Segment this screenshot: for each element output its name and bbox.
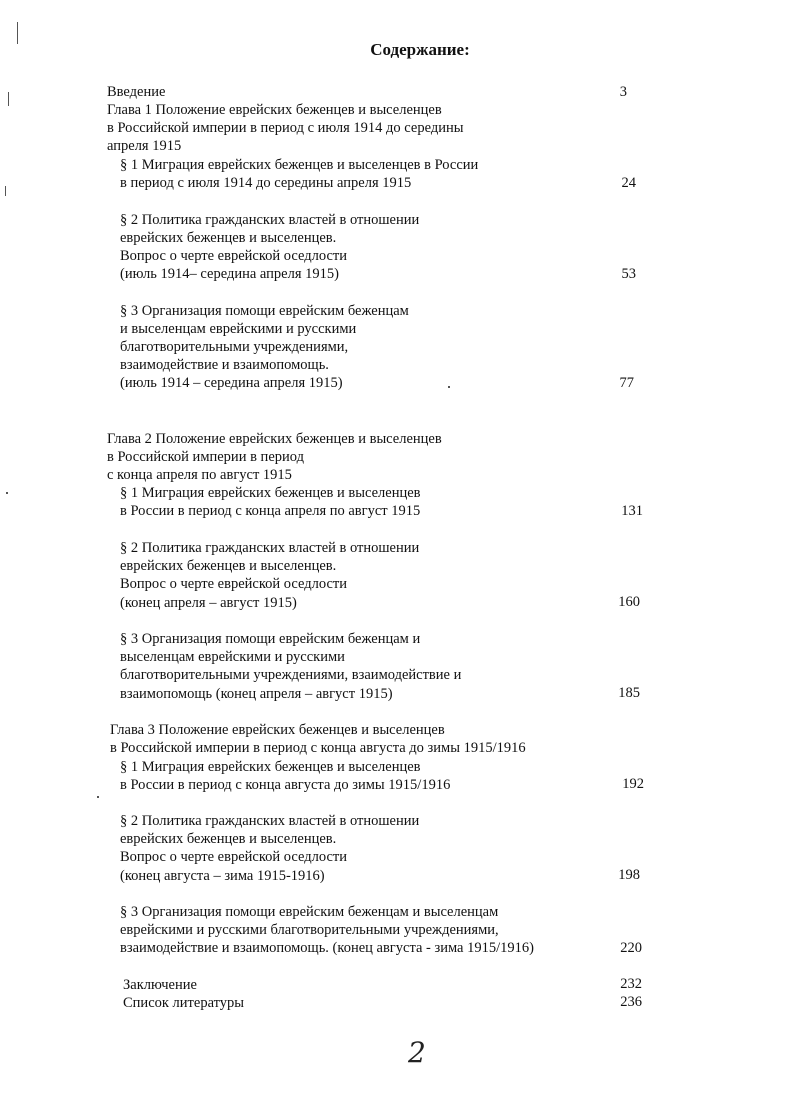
toc-conclusion-page: 232: [620, 976, 642, 992]
ch2-s2-line2: еврейских беженцев и выселенцев.: [120, 558, 337, 574]
chapter2-heading-line3: с конца апреля по август 1915: [107, 467, 292, 483]
ch1-s1-line1: § 1 Миграция еврейских беженцев и выселенцев в России: [120, 157, 479, 173]
ch2-s3-line3: благотворительными учреждениями, взаимодействие и: [120, 667, 462, 683]
ch3-s1-line1: § 1 Миграция еврейских беженцев и выселенцев: [120, 759, 421, 775]
scan-speck: [97, 796, 99, 798]
ch3-s3-page: 220: [620, 940, 642, 956]
handwritten-page-number: 2: [408, 1036, 426, 1069]
ch1-s3-line1: § 3 Организация помощи еврейским беженцам: [120, 303, 409, 319]
ch2-s1-line2: в России в период с конца апреля по август 1915: [120, 503, 421, 519]
chapter1-heading-line2: в Российской империи в период с июля 1914 до середины: [107, 120, 464, 136]
chapter1-heading-line3: апреля 1915: [107, 138, 182, 154]
ch1-s3-line3: благотворительными учреждениями,: [120, 339, 349, 355]
scan-speck: [17, 22, 18, 44]
ch3-s2-page: 198: [618, 867, 640, 883]
toc-bibliography-label: Список литературы: [123, 995, 245, 1011]
ch3-s1-page: 192: [622, 776, 644, 792]
ch1-s3-line5: (июль 1914 – середина апреля 1915): [120, 375, 343, 391]
ch1-s2-line4: (июль 1914– середина апреля 1915): [120, 266, 339, 282]
ch2-s3-line2: выселенцам еврейскими и русскими: [120, 649, 345, 665]
scan-speck: [6, 492, 8, 494]
chapter2-heading-line1: Глава 2 Положение еврейских беженцев и выселенцев: [107, 431, 442, 447]
ch1-s2-line1: § 2 Политика гражданских властей в отношении: [120, 212, 420, 228]
chapter2-heading-line2: в Российской империи в период: [107, 449, 304, 465]
ch3-s2-line3: Вопрос о черте еврейской оседлости: [120, 849, 347, 865]
ch1-s2-line2: еврейских беженцев и выселенцев.: [120, 230, 337, 246]
ch1-s3-page: 77: [619, 375, 634, 391]
ch3-s3-line2: еврейскими и русскими благотворительными учреждениями,: [120, 922, 499, 938]
toc-intro-page: 3: [619, 84, 627, 100]
ch3-s2-line1: § 2 Политика гражданских властей в отношении: [120, 813, 420, 829]
ch1-s2-line3: Вопрос о черте еврейской оседлости: [120, 248, 347, 264]
scan-speck: [448, 386, 450, 388]
ch2-s2-line1: § 2 Политика гражданских властей в отношении: [120, 540, 420, 556]
ch2-s1-line1: § 1 Миграция еврейских беженцев и выселенцев: [120, 485, 421, 501]
ch3-s3-line1: § 3 Организация помощи еврейским беженцам и выселенцам: [120, 904, 499, 920]
ch2-s3-line1: § 3 Организация помощи еврейским беженцам и: [120, 631, 421, 647]
ch1-s1-line2: в период с июля 1914 до середины апреля 1915: [120, 175, 412, 191]
ch1-s3-line2: и выселенцам еврейскими и русскими: [120, 321, 357, 337]
ch2-s2-page: 160: [618, 594, 640, 610]
toc-intro-label: Введение: [107, 84, 166, 100]
chapter1-heading-line1: Глава 1 Положение еврейских беженцев и выселенцев: [107, 102, 442, 118]
ch2-s3-line4: взаимопомощь (конец апреля – август 1915): [120, 686, 393, 702]
page-title: Содержание:: [370, 40, 470, 59]
chapter3-heading-line2: в Российской империи в период с конца августа до зимы 1915/1916: [110, 740, 526, 756]
ch2-s1-page: 131: [621, 503, 643, 519]
ch1-s3-line4: взаимодействие и взаимопомощь.: [120, 357, 329, 373]
ch3-s3-line3: взаимодействие и взаимопомощь. (конец августа - зима 1915/1916): [120, 940, 534, 956]
ch2-s2-line3: Вопрос о черте еврейской оседлости: [120, 576, 347, 592]
ch3-s2-line4: (конец августа – зима 1915-1916): [120, 868, 325, 884]
ch2-s2-line4: (конец апреля – август 1915): [120, 595, 297, 611]
ch3-s2-line2: еврейских беженцев и выселенцев.: [120, 831, 337, 847]
ch1-s2-page: 53: [621, 266, 636, 282]
ch3-s1-line2: в России в период с конца августа до зимы 1915/1916: [120, 777, 451, 793]
toc-conclusion-label: Заключение: [123, 977, 197, 993]
scan-speck: [5, 186, 6, 196]
ch1-s1-page: 24: [621, 175, 636, 191]
toc-bibliography-page: 236: [620, 994, 642, 1010]
scan-speck: [8, 92, 9, 106]
ch2-s3-page: 185: [618, 685, 640, 701]
chapter3-heading-line1: Глава 3 Положение еврейских беженцев и выселенцев: [110, 722, 445, 738]
